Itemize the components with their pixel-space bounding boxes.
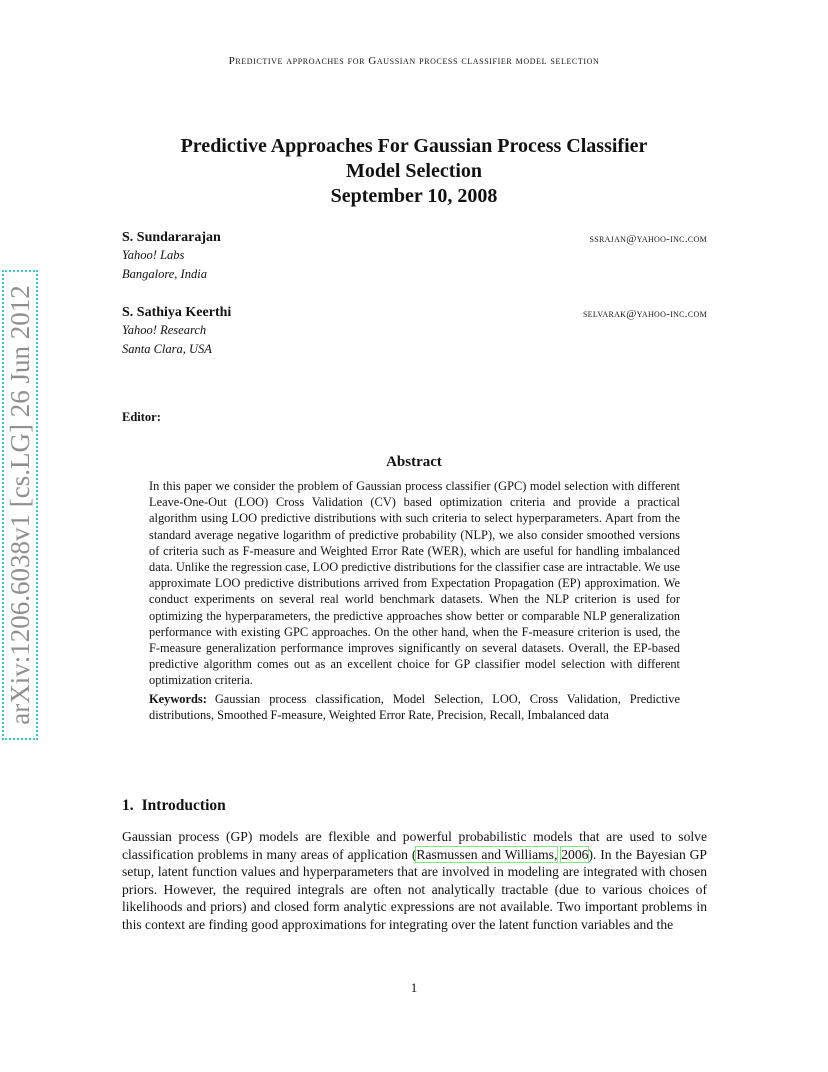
author-block-1 [122, 230, 221, 284]
author-location: Bangalore, India [122, 267, 207, 281]
author-email[interactable]: selvarak@yahoo-inc.com [582, 308, 707, 320]
keywords [149, 691, 680, 723]
title-date: September 10, 2008 [330, 185, 498, 207]
author-email[interactable]: ssrajan@yahoo-inc.com [589, 233, 707, 245]
editor-label: Editor: [122, 410, 161, 424]
author-name: S. Sundararajan [122, 230, 221, 245]
citation-link[interactable]: Rasmussen and Williams, [416, 846, 558, 862]
running-head: Predictive approaches for Gaussian process classifier model selection [228, 55, 600, 67]
abstract-heading: Abstract [386, 454, 442, 470]
keywords-label: Keywords: [149, 691, 207, 706]
arxiv-stamp[interactable]: arXiv:1206.6038v1 [cs.LG] 26 Jun 2012 [2, 270, 38, 740]
title-line-1: Predictive Approaches For Gaussian Process Classifier [180, 135, 648, 157]
intro-text: Gaussian process (GP) models are flexible and powerful probabilistic models that are used to solve classification problems in many areas of application ( [122, 829, 707, 862]
section-title: Introduction [141, 797, 226, 814]
citation-year-link[interactable]: 2006 [561, 846, 589, 862]
keywords-list: Gaussian process classification, Model Selection, LOO, Cross Validation, Predictive distributions, Smoothed F-measure, Weighted Error Rate, Precision, Recall, Imbalanced data [149, 691, 680, 722]
author-affiliation: Yahoo! Research [122, 323, 207, 337]
author-location: Santa Clara, USA [122, 342, 212, 356]
author-affiliation: Yahoo! Labs [122, 248, 185, 262]
paper-title [100, 134, 728, 209]
section-number: 1. [122, 797, 134, 814]
author-name: S. Sathiya Keerthi [122, 305, 232, 320]
page-number: 1 [410, 980, 418, 995]
abstract-body [149, 478, 680, 723]
abstract-paragraph: In this paper we consider the problem of Gaussian process classifier (GPC) model selection with different Leave-One-Out (LOO) Cross Validation (CV) based optimization criteria and provide a practical algorithm using LOO predictive distributions with such criteria to select hyperparameters. Apart from the standard average negative logarithm of predictive probability (NLP), we also consider smoothed versions of criteria such as F-measure and Weighted Error Rate (WER), which are useful for handling imbalanced data. Unlike the regression case, LOO predictive distributions for the classifier case are intractable. We use approximate LOO predictive distributions arrived from Expectation Propagation (EP) approximation. We conduct experiments on several real world benchmark datasets. When the NLP criterion is used for optimizing the hyperparameters, the predictive approaches show better or comparable NLP generalization performance with existing GPC approaches. On the other hand, when the F-measure criterion is used, the F-measure generalization performance improves significantly on several datasets. Overall, the EP-based predictive algorithm comes out as an excellent choice for GP classifier model selection with different optimization criteria. [149, 479, 680, 688]
author-block-2 [122, 305, 231, 359]
section-heading [122, 797, 226, 815]
intro-text-continued: ). In the Bayesian GP setup, latent function values and hyperparameters that are involved in modeling are integrated with chosen priors. However, the required integrals are often not analytically tractable (due to various choices of likelihoods and priors) and closed form analytic expressions are not available. Two important problems in this context are finding good approximations for integrating over the latent function variables and the [122, 846, 707, 932]
title-line-2: Model Selection [345, 160, 483, 182]
introduction-paragraph [122, 828, 707, 934]
